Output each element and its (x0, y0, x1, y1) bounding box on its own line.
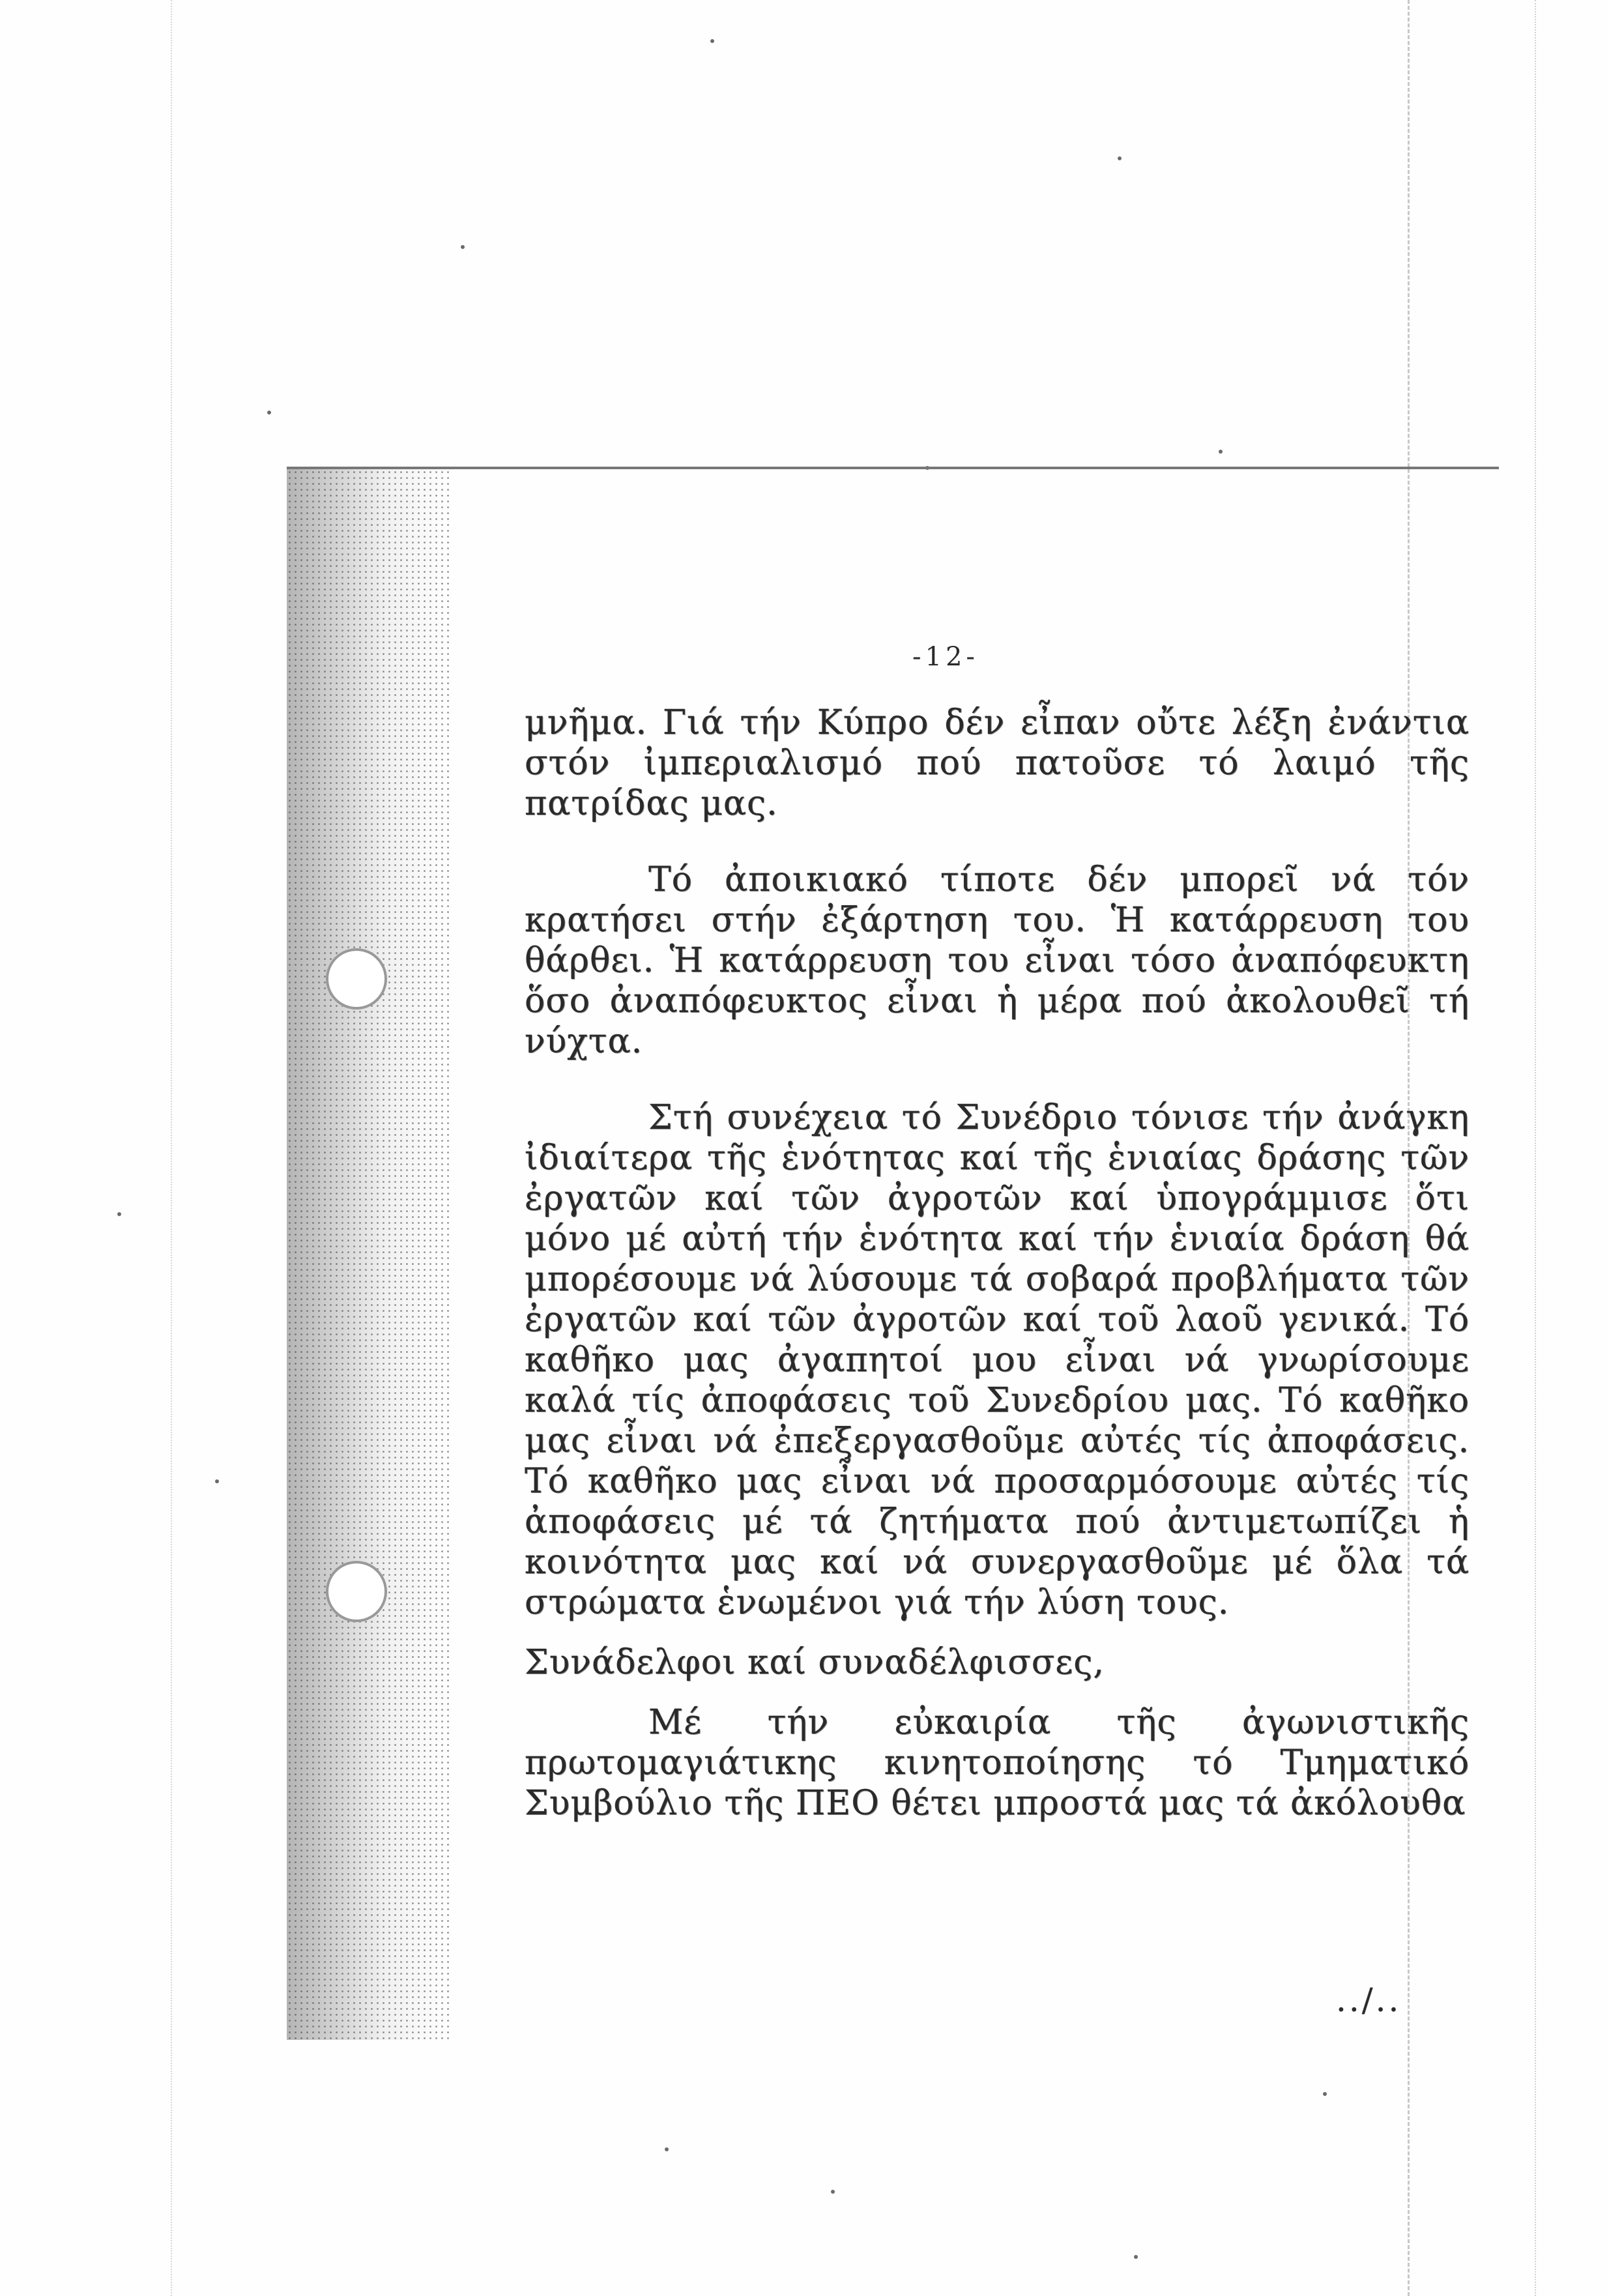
paragraph-3: Στή συνέχεια τό Συνέδριο τόνισε τήν ἀνάγκη ἰδιαίτερα τῆς ἑνότητας καί τῆς ἑνιαίας δράσης τῶν ἐργατῶν καί τῶν ἀγροτῶν καί ὑπογράμμισε ὅτι μόνο μέ αὐτή τήν ἑνότητα καί τήν ἑνιαία δράση θά μπορέσουμε νά λύσουμε τά σοβαρά προβλήματα τῶν ἐργατῶν καί τῶν ἀγροτῶν καί τοῦ λαοῦ γενικά. Τό καθῆκο μας ἀγαπητοί μου εἶναι νά γνωρίσουμε καλά τίς ἀποφάσεις τοῦ Συνεδρίου μας. Τό καθῆκο μας εἶναι νά ἐπεξεργασθοῦμε αὐτές τίς ἀποφάσεις. Τό καθῆκο μας εἶναι νά προσαρμόσουμε αὐτές τίς ἀποφάσεις μέ τά ζητήματα πού ἀντιμετωπίζει ἡ κοινότητα μας καί νά συνεργασθοῦμε μέ ὅλα τά στρώματα ἑνωμένοι γιά τήν λύση τους. (525, 1098, 1470, 1622)
continuation-mark: ../.. (1336, 1981, 1402, 2019)
sheet-top-edge (287, 467, 1499, 469)
document-body (525, 703, 1470, 1859)
scan-artifact-line (171, 0, 172, 2296)
binding-shadow (287, 469, 450, 2040)
scan-speck (1118, 156, 1122, 160)
paragraph-4: Μέ τήν εὐκαιρία τῆς ἀγωνιστικῆς πρωτομαγιάτικης κινητοποίησης τό Τμηματικό Συμβούλιο τῆς ΠΕΟ θέτει μπροστά μας τά ἀκόλουθα (525, 1703, 1470, 1823)
scan-artifact-line (1535, 0, 1536, 2296)
scan-speck (215, 1479, 219, 1483)
scan-speck (665, 2147, 669, 2151)
scan-speck (710, 39, 714, 43)
scan-speck (1134, 2255, 1138, 2259)
paragraph-2: Τό ἀποικιακό τίποτε δέν μπορεῖ νά τόν κρατήσει στήν ἐξάρτηση του. Ἡ κατάρρευση του θάρθει. Ἡ κατάρρευση του εἶναι τόσο ἀναπόφευκτη ὅσο ἀναπόφευκτος εἶναι ἡ μέρα πού ἀκολουθεῖ τή νύχτα. (525, 860, 1470, 1061)
scan-speck (1219, 450, 1223, 454)
punch-hole (326, 1561, 387, 1622)
page-number: -12- (912, 642, 979, 672)
scan-speck (1323, 2092, 1327, 2096)
punch-hole (326, 948, 387, 1010)
salutation: Συνάδελφοι καί συναδέλφισσες, (525, 1643, 1105, 1682)
scan-speck (117, 1212, 121, 1216)
paragraph-1: μνῆμα. Γιά τήν Κύπρο δέν εἶπαν οὔτε λέξη ἐνάντια στόν ἰμπεριαλισμό πού πατοῦσε τό λαιμό τῆς πατρίδας μας. (525, 703, 1470, 823)
scan-speck (461, 245, 465, 249)
scan-speck (831, 2190, 835, 2194)
scan-speck (267, 411, 271, 414)
